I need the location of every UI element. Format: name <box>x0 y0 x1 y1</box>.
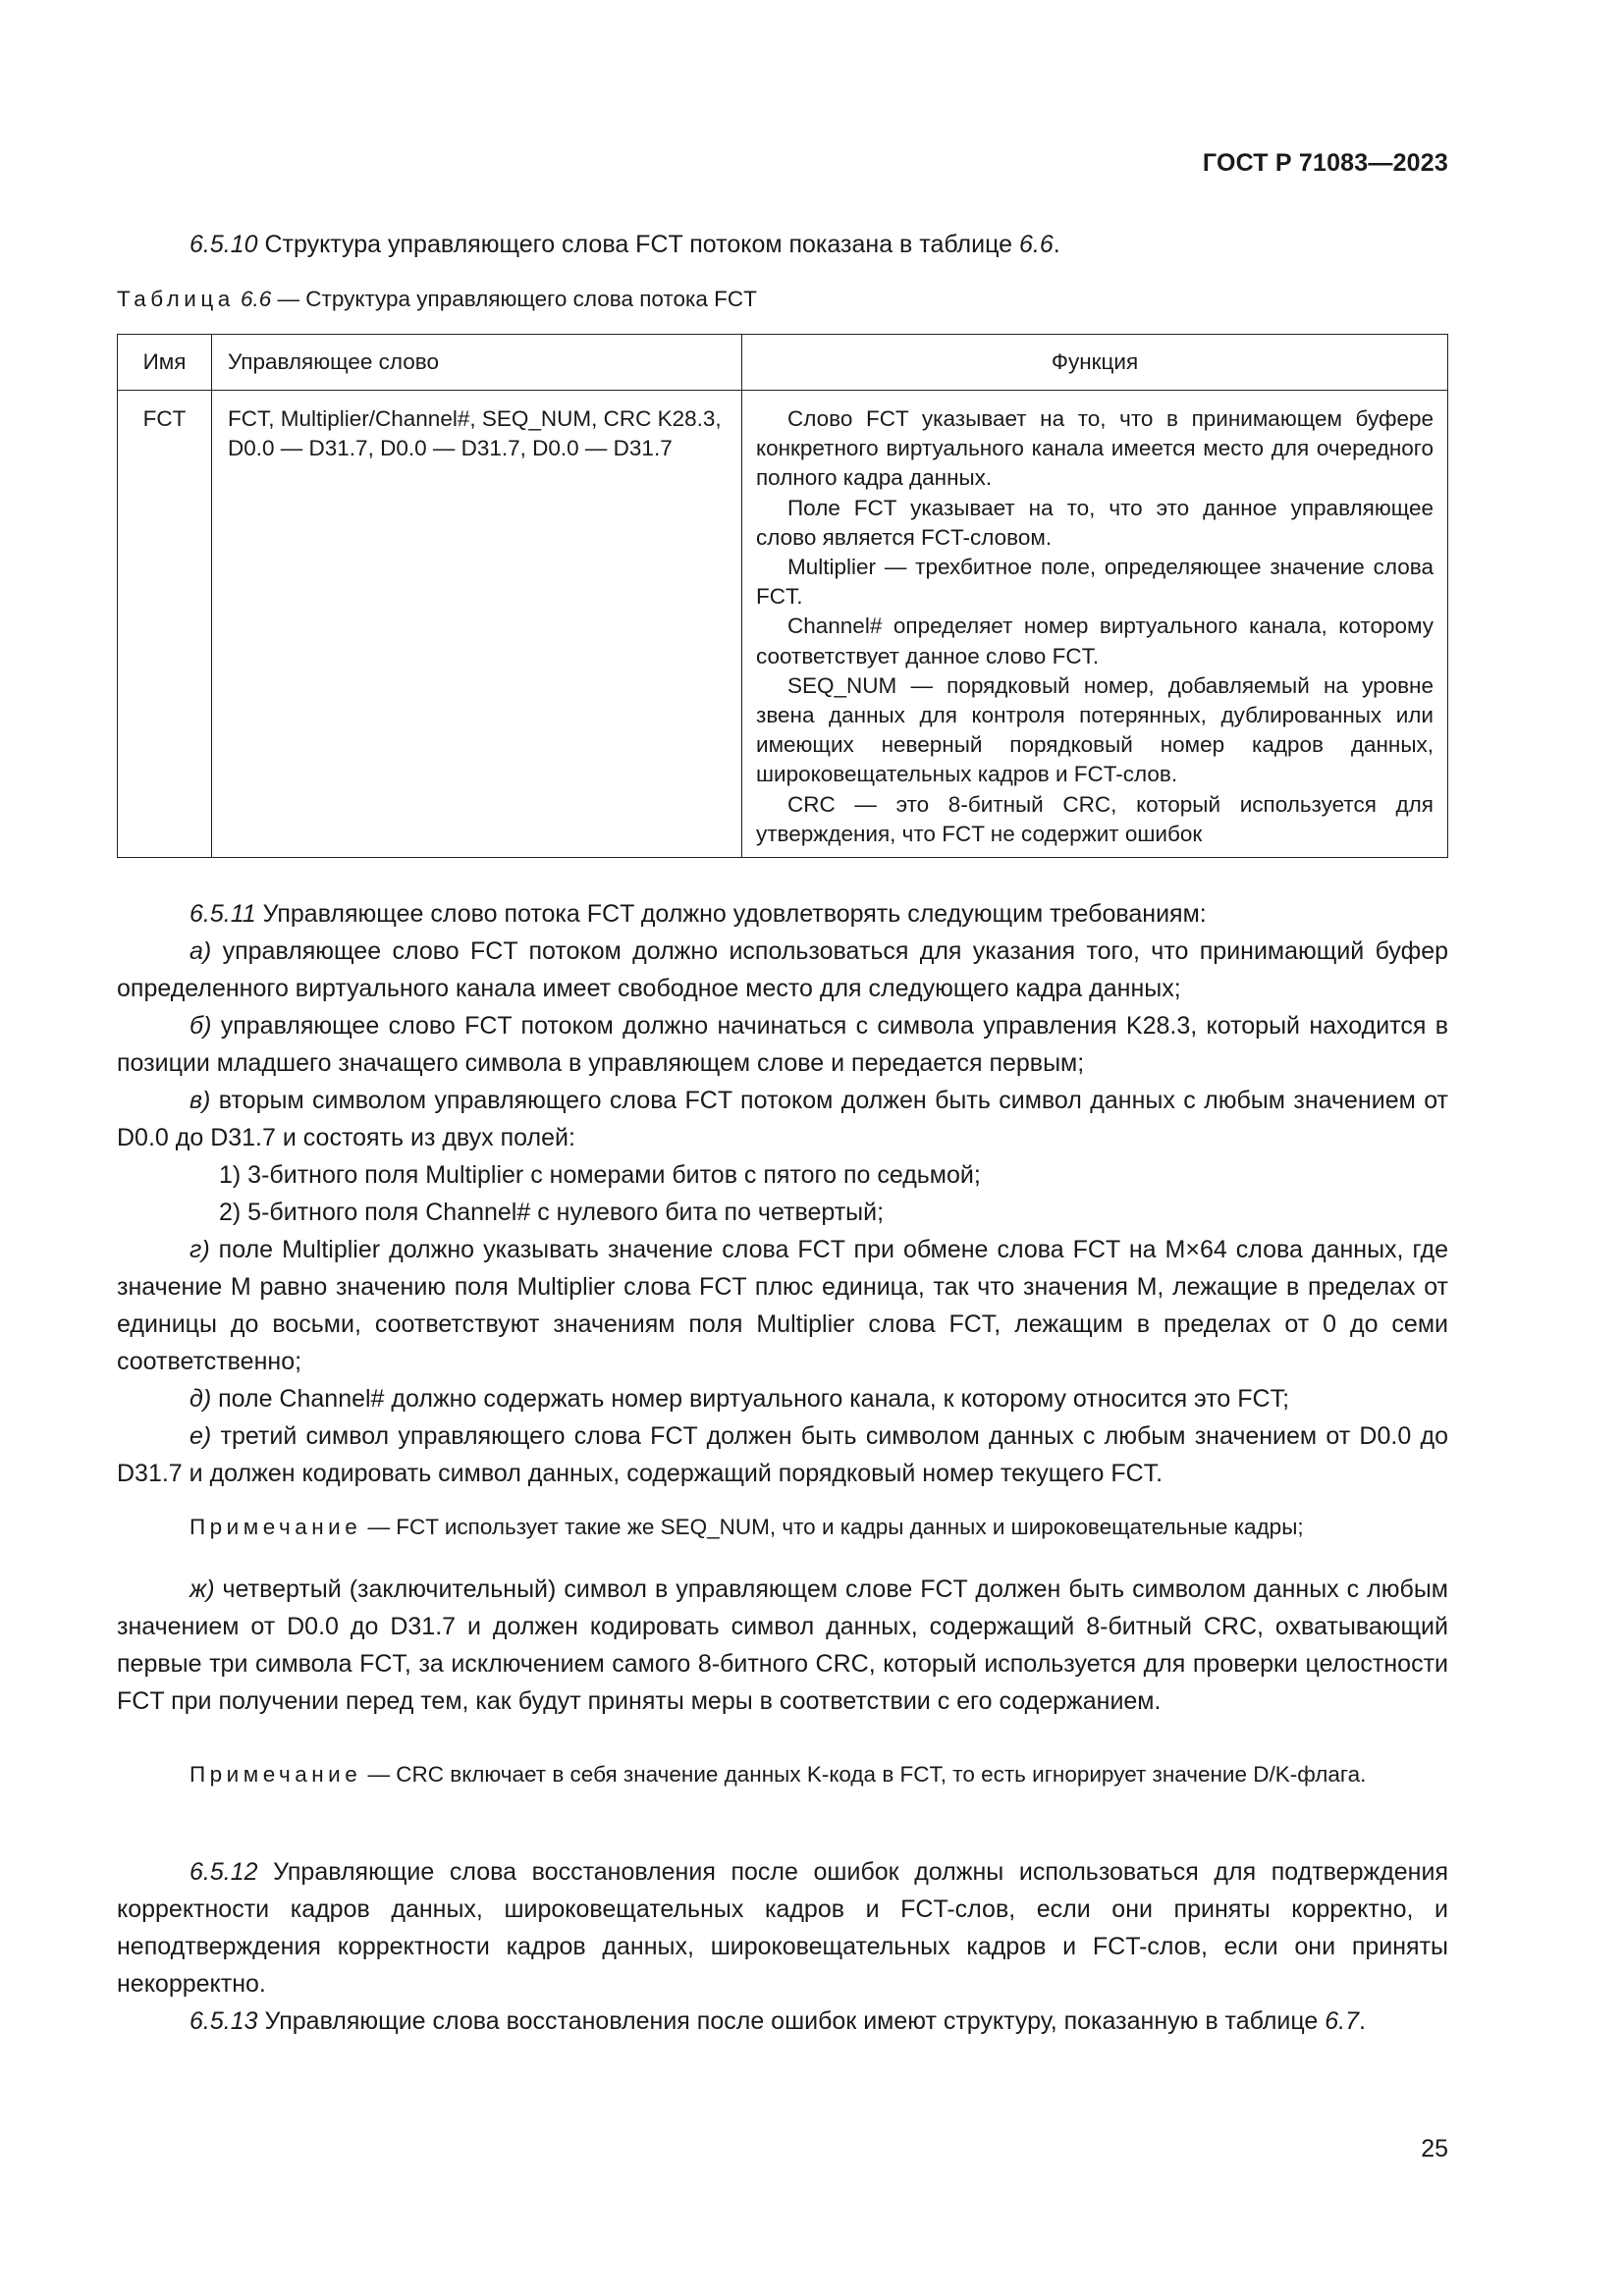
clause-number: 6.5.13 <box>189 2007 258 2035</box>
list-item-g: г) поле Multiplier должно указывать значение слова FCT при обмене слова FCT на M×64 слова данных, где значение M равно значению поля Multiplier слова FCT плюс единица, так что значения M, лежащие в пределах от единицы до восьми, соответствуют значениям поля Multiplier слова FCT, лежащим в пределах от 0 до семи соответственно; <box>117 1236 1448 1375</box>
header-control-word: Управляющее слово <box>212 335 742 391</box>
function-line: Слово FCT указывает на то, что в принимающем буфере конкретного виртуального канала имеется место для очередного полного кадра данных. <box>756 406 1434 491</box>
cell-name: FCT <box>118 391 212 858</box>
list-item-v: в) вторым символом управляющего слова FCT потоком должен быть символ данных с любым значением от D0.0 до D31.7 и состоять из двух полей: <box>117 1087 1448 1151</box>
paragraph-6-5-10: 6.5.10 Структура управляющего слова FCT потоком показана в таблице 6.6. <box>189 231 1060 258</box>
sub-item-2: 2) 5-битного поля Channel# с нулевого бита по четвертый; <box>219 1199 885 1226</box>
clause-number: 6.5.11 <box>189 900 256 928</box>
fct-structure-table <box>117 334 1448 858</box>
table-reference[interactable]: 6.7 <box>1325 2007 1360 2035</box>
list-item-b: б) управляющее слово FCT потоком должно начинаться с символа управления K28.3, который находится в позиции младшего значащего символа в управляющем слове и передается первым; <box>117 1012 1448 1077</box>
table-row <box>118 391 1448 858</box>
cell-control-word: FCT, Multiplier/Channel#, SEQ_NUM, CRC K28.3, D0.0 — D31.7, D0.0 — D31.7, D0.0 — D31.7 <box>212 391 742 858</box>
function-line: Поле FCT указывает на то, что это данное управляющее слово является FCT-словом. <box>756 495 1434 550</box>
list-item-e: е) третий символ управляющего слова FCT должен быть символом данных с любым значением от D0.0 до D31.7 и должен кодировать символ данных, содержащий порядковый номер текущего FCT. <box>117 1422 1448 1487</box>
document-page <box>117 0 1448 2296</box>
cell-function <box>742 391 1448 858</box>
page-number: 25 <box>1421 2135 1448 2163</box>
sub-item-1: 1) 3-битного поля Multiplier с номерами битов с пятого по седьмой; <box>219 1161 981 1189</box>
function-line: Channel# определяет номер виртуального канала, которому соответствует данное слово FCT. <box>756 614 1434 668</box>
clause-number: 6.5.10 <box>189 231 258 258</box>
paragraph-6-5-12: 6.5.12 Управляющие слова восстановления после ошибок должны использоваться для подтверждения корректности кадров данных, широковещательных кадров и FCT-слов, если они приняты корректно, и неподтверждения корректности кадров данных, широковещательных кадров и FCT-слов, если они приняты некорректно. <box>117 1858 1448 1998</box>
clause-number: 6.5.12 <box>189 1858 258 1886</box>
list-item-zh: ж) четвертый (заключительный) символ в управляющем слове FCT должен быть символом данных с любым значением от D0.0 до D31.7 и должен кодировать символ данных, содержащий 8-битный CRC, охватывающий первые три символа FCT, за исключением самого 8-битного CRC, который используется для проверки целостности FCT при получении перед тем, как будут приняты меры в соответствии с его содержанием. <box>117 1575 1448 1715</box>
table-header-row <box>118 335 1448 391</box>
header-function: Функция <box>742 335 1448 391</box>
list-item-a: а) управляющее слово FCT потоком должно использоваться для указания того, что принимающий буфер определенного виртуального канала имеет свободное место для следующего кадра данных; <box>117 937 1448 1002</box>
note-seq-num: Примечание — FCT использует такие же SEQ_NUM, что и кадры данных и широковещательные кадры; <box>189 1515 1304 1539</box>
function-line: Multiplier — трехбитное поле, определяющее значение слова FCT. <box>756 555 1434 610</box>
table-caption: Таблица 6.6 — Структура управляющего слова потока FCT <box>117 287 757 311</box>
note-crc: Примечание — CRC включает в себя значение данных K-кода в FCT, то есть игнорирует значение D/K-флага. <box>189 1762 1367 1787</box>
function-line: CRC — это 8-битный CRC, который используется для утверждения, что FCT не содержит ошибок <box>756 791 1434 846</box>
table-reference[interactable]: 6.6 <box>1019 231 1054 258</box>
list-item-d: д) поле Channel# должно содержать номер виртуального канала, к которому относится это FCT; <box>189 1385 1290 1413</box>
paragraph-6-5-11: 6.5.11 Управляющее слово потока FCT должно удовлетворять следующим требованиям: <box>189 900 1207 928</box>
function-line: SEQ_NUM — порядковый номер, добавляемый на уровне звена данных для контроля потерянных, дублированных или имеющих неверный порядковый номер кадров данных, широковещательных кадров и FCT-слов. <box>756 672 1434 787</box>
header-name: Имя <box>118 335 212 391</box>
paragraph-6-5-13: 6.5.13 Управляющие слова восстановления после ошибок имеют структуру, показанную в таблице 6.7. <box>189 2007 1366 2035</box>
document-standard-id: ГОСТ Р 71083—2023 <box>1202 149 1448 177</box>
